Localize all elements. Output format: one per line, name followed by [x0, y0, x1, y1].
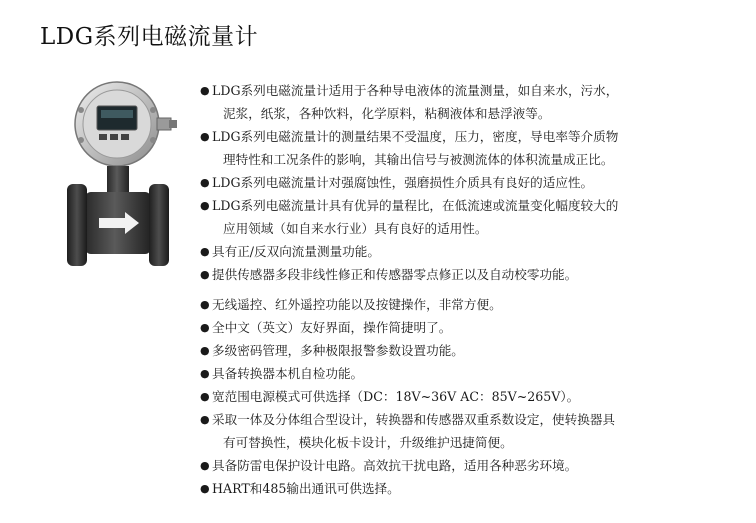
page-title: LDG系列电磁流量计	[40, 24, 259, 50]
feature-item: ● 宽范围电源模式可供选择（DC：18V~36V AC：85V~265V）。	[200, 389, 580, 404]
feature-item: ● LDG系列电磁流量计的测量结果不受温度，压力，密度，导电率等介质物 理特性和工况条件的影响，其输出信号与被测流体的体积流量成正比。	[200, 129, 619, 167]
feature-item: ● 无线遥控、红外遥控功能以及按键操作，非常方便。	[200, 297, 502, 312]
feature-item: ● HART和485输出通讯可供选择。	[200, 481, 400, 496]
feature-item: ● 全中文（英文）友好界面，操作简捷明了。	[200, 320, 452, 335]
left-flange	[67, 184, 87, 266]
feature-item: ● 具备转换器本机自检功能。	[200, 366, 364, 381]
feature-item: ● 采取一体及分体组合型设计，转换器和传感器双重系数设定，使转换器具 有可替换性，模块化板卡设计，升级维护迅捷简便。	[200, 412, 615, 450]
feature-item: ● LDG系列电磁流量计适用于各种导电液体的流量测量，如自来水，污水， 泥浆，纸浆，各种饮料，化学原料，粘稠液体和悬浮液等。	[200, 83, 619, 121]
neck	[107, 166, 129, 194]
feature-item: ● LDG系列电磁流量计对强腐蚀性，强磨损性介质具有良好的适应性。	[200, 175, 594, 190]
electromagnetic-flowmeter-icon	[55, 80, 195, 310]
feature-item: ● LDG系列电磁流量计具有优异的量程比，在低流速或流量变化幅度较大的 应用领域（如自来水行业）具有良好的适用性。	[200, 198, 619, 236]
feature-item: ● 具备防雷电保护设计电路。高效抗干扰电路，适用各种恶劣环境。	[200, 458, 578, 473]
feature-item: ● 提供传感器多段非线性修正和传感器零点修正以及自动校零功能。	[200, 267, 578, 282]
feature-item: ● 多级密码管理，多种极限报警参数设置功能。	[200, 343, 464, 358]
feature-item: ● 具有正/反双向流量测量功能。	[200, 244, 380, 259]
right-flange	[149, 184, 169, 266]
feature-list	[200, 79, 748, 500]
